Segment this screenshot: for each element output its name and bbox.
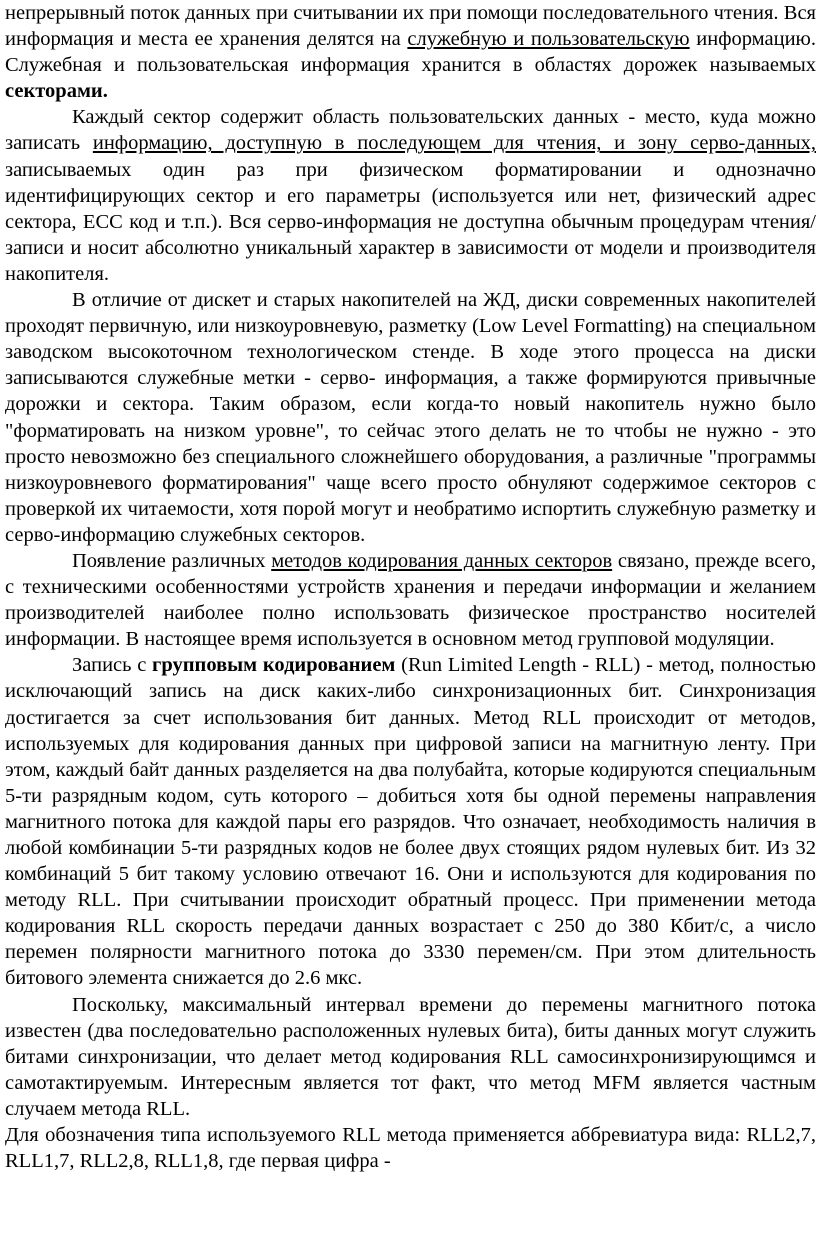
- text-run: Для обозначения типа используемого RLL метода применяется аббревиатура вида: RLL2,7, RLL1,7, RLL2,8, RLL1,8, где первая цифра -: [5, 1124, 816, 1173]
- paragraph-p2: [5, 104, 816, 287]
- document-body: [5, 0, 816, 1174]
- paragraph-p6: [5, 992, 816, 1122]
- text-run: (Run Limited Length - RLL) - метод, полностью исключающий запись на диск каких-либо синхронизационных бит. Синхронизация достигается за счет использования бит данных. Метод RLL происходит от методов, используемых для кодирования данных при цифровой записи на магнитную ленту. При этом, каждый байт данных разделяется на два полубайта, которые кодируются специальным 5-ти разрядным кодом, суть которого – добиться хотя бы одной перемены направления магнитного потока для каждой пары его разрядов. Что означает, необходимость наличия в любой комбинации 5-ти разрядных кодов не более двух стоящих рядом нулевых бит. Из 32 комбинаций 5 бит такому условию отвечают 16. Они и используются для кодирования по методу RLL. При считывании происходит обратный процесс. При применении метода кодирования RLL скорость передачи данных возрастает с 250 до 380 Кбит/с, а число перемен полярности магнитного потока до 3330 перемен/см. При этом длительность битового элемента снижается до 2.6 мкс.: [5, 654, 816, 990]
- underlined-text: служебную и пользовательскую: [407, 28, 690, 51]
- paragraph-p3: [5, 287, 816, 548]
- paragraph-p1: [5, 0, 816, 104]
- text-run: Каждый сектор содержит область пользовательских данных - место, куда можно записать: [5, 106, 816, 155]
- text-run: записываемых один раз при физическом форматировании и однозначно идентифицирующих сектор и его параметры (используется или нет, физический адрес сектора, ECC код и т.п.). Вся серво-информация не доступна обычным процедурам чтения/записи и носит абсолютно уникальный характер в зависимости от модели и производителя накопителя.: [5, 158, 816, 285]
- bold-text: групповым кодированием: [152, 654, 396, 677]
- text-run: Поскольку, максимальный интервал времени до перемены магнитного потока известен (два последовательно расположенных нулевых бита), биты данных могут служить битами синхронизации, что делает метод кодирования RLL самосинхронизирующимся и самотактируемым. Интересным является тот факт, что метод MFM является частным случаем метода RLL.: [5, 993, 816, 1120]
- underlined-text: методов кодирования данных секторов: [271, 549, 613, 572]
- underlined-text: информацию, доступную в последующем для чтения, и зону серво-данных,: [92, 132, 816, 155]
- text-run: Появление различных: [72, 549, 272, 572]
- text-run: В отличие от дискет и старых накопителей на ЖД, диски современных накопителей проходят первичную, или низкоуровневую, разметку (Low Level Formatting) на специальном заводском высокоточном технологическом стенде. В ходе этого процесса на диски записываются служебные метки - серво- информация, а также формируются привычные дорожки и сектора. Таким образом, если когда-то новый накопитель нужно было "форматировать на низком уровне", то сейчас этого делать не то чтобы не нужно - это просто невозможно без специального сложнейшего оборудования, а различные "программы низкоуровневого форматирования" чаще всего просто обнуляют содержимое секторов с проверкой их читаемости, хотя порой могут и необратимо испортить служебную разметку и серво-информацию служебных секторов.: [5, 289, 816, 546]
- paragraph-p7: [5, 1122, 816, 1174]
- text-run: связано, прежде всего, с техническими особенностями устройств хранения и передачи информации и желанием производителей наиболее полно использовать физическое пространство носителей информации. В настоящее время используется в основном метод групповой модуляции.: [5, 549, 816, 651]
- text-run: непрерывный поток данных при считывании их при помощи последовательного чтения. Вся информация и места ее хранения делятся на: [5, 2, 816, 51]
- paragraph-p5: [5, 652, 816, 991]
- paragraph-p4: [5, 548, 816, 652]
- text-run: информацию. Служебная и пользовательская информация хранится в областях дорожек называемых: [5, 28, 816, 77]
- text-run: Запись с: [72, 654, 153, 677]
- bold-text: секторами.: [5, 80, 108, 103]
